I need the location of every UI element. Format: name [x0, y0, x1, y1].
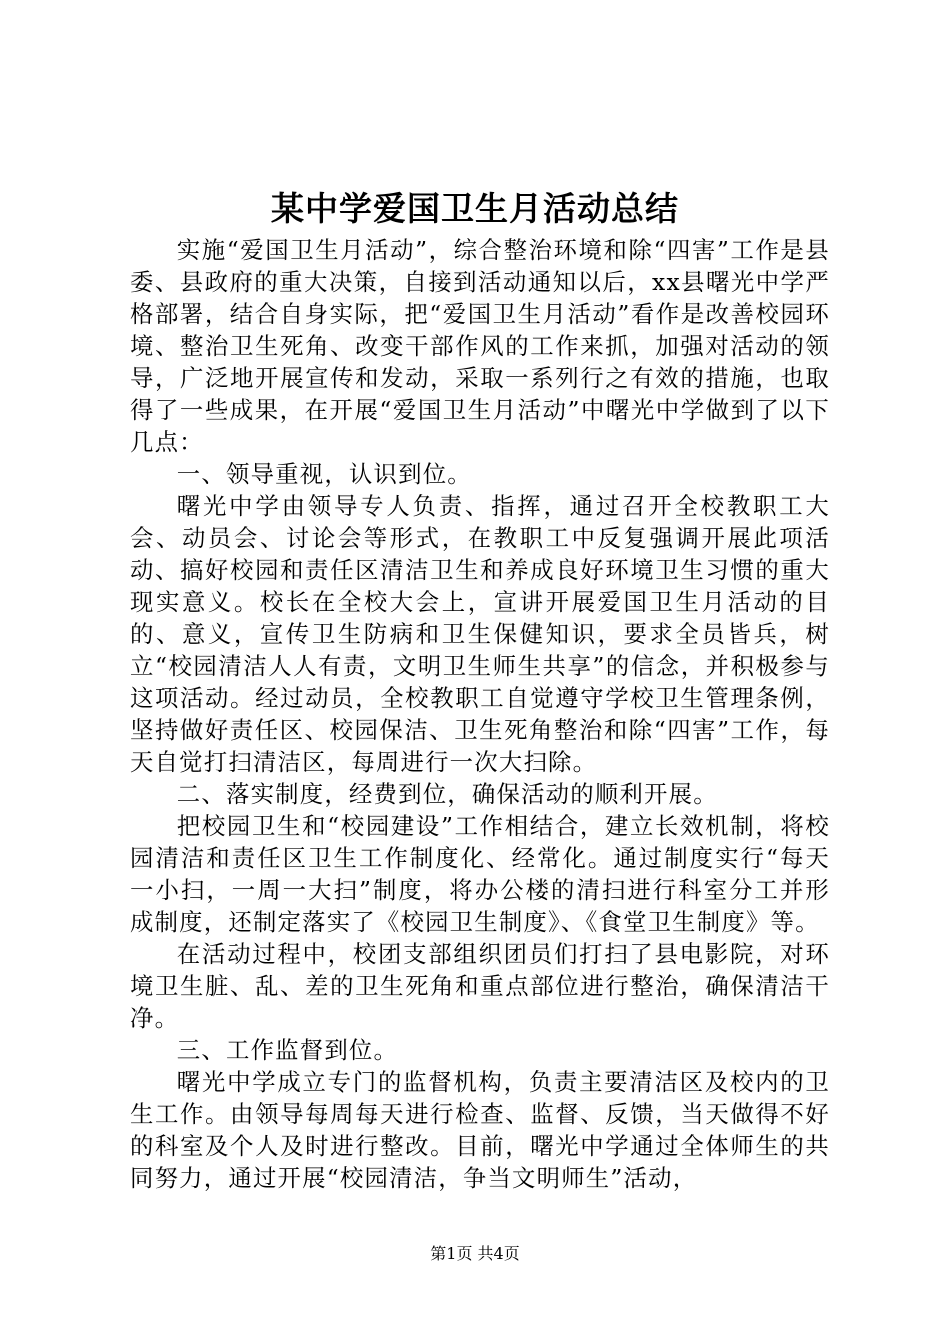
document-body: [130, 234, 830, 1194]
intro-paragraph: 实施“爱国卫生月活动”，综合整治环境和除“四害”工作是县委、县政府的重大决策，自接到活动通知以后，xx县曙光中学严格部署，结合自身实际，把“爱国卫生月活动”看作是改善校园环境、整治卫生死角、改变干部作风的工作来抓，加强对活动的领导，广泛地开展宣传和发动，采取一系列行之有效的措施，也取得了一些成果，在开展“爱国卫生月活动”中曙光中学做到了以下几点：: [130, 236, 830, 456]
section-2-paragraph-2: 在活动过程中，校团支部组织团员们打扫了县电影院，对环境卫生脏、乱、差的卫生死角和重点部位进行整治，确保清洁干净。: [130, 940, 830, 1032]
section-3-paragraph: 曙光中学成立专门的监督机构，负责主要清洁区及校内的卫生工作。由领导每周每天进行检查、监督、反馈，当天做得不好的科室及个人及时进行整改。目前，曙光中学通过全体师生的共同努力，通过开展“校园清洁，争当文明师生”活动，: [130, 1068, 830, 1192]
section-heading-3: 三、工作监督到位。: [176, 1036, 399, 1064]
page-number-footer: 第1页 共4页: [430, 1244, 520, 1263]
section-1-paragraph: 曙光中学由领导专人负责、指挥，通过召开全校教职工大会、动员会、讨论会等形式，在教职工中反复强调开展此项活动、搞好校园和责任区清洁卫生和养成良好环境卫生习惯的重大现实意义。校长在全校大会上，宣讲开展爱国卫生月活动的目的、意义，宣传卫生防病和卫生保健知识，要求全员皆兵，树立“校园清洁人人有责，文明卫生师生共享”的信念，并积极参与这项活动。经过动员，全校教职工自觉遵守学校卫生管理条例，坚持做好责任区、校园保洁、卫生死角整治和除“四害”工作，每天自觉打扫清洁区，每周进行一次大扫除。: [130, 492, 830, 776]
section-2-paragraph-1: 把校园卫生和“校园建设”工作相结合，建立长效机制，将校园清洁和责任区卫生工作制度化、经常化。通过制度实行“每天一小扫，一周一大扫”制度，将办公楼的清扫进行科室分工并形成制度，还制定落实了《校园卫生制度》、《食堂卫生制度》等。: [130, 812, 830, 936]
section-heading-2: 二、落实制度，经费到位，确保活动的顺利开展。: [176, 780, 718, 808]
section-heading-1: 一、领导重视，认识到位。: [176, 460, 472, 488]
document-title: 某中学爱国卫生月活动总结: [271, 189, 679, 228]
